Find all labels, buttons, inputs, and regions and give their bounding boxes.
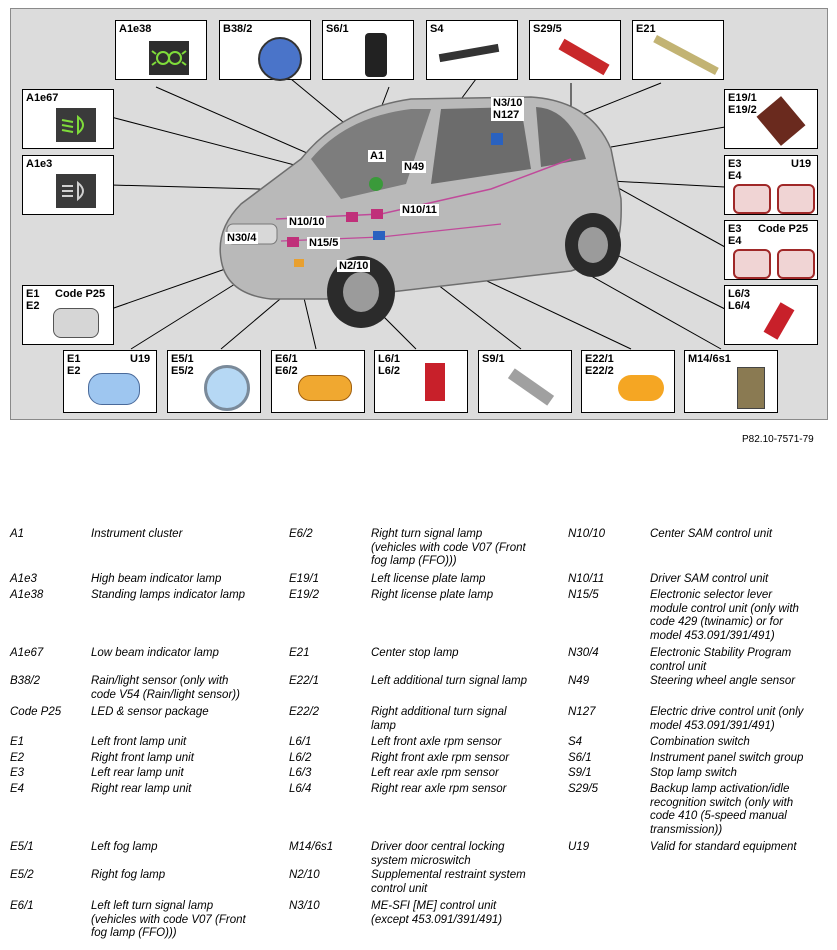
legend-description: Instrument panel switch group (650, 752, 804, 764)
callout-e3-e4-u19 (724, 155, 818, 215)
callout-a1e67 (22, 89, 114, 149)
legend-description: Left rear axle rpm sensor (371, 767, 499, 779)
legend-code: E1 (10, 736, 25, 748)
legend-code: N10/11 (568, 573, 605, 585)
legend-description: Standing lamps indicator lamp (91, 589, 246, 601)
legend-description: Rain/light sensor (only with code V54 (Rain/light sensor)) (91, 675, 240, 701)
legend-code: N49 (568, 675, 590, 687)
label-n2-10: N2/10 (339, 260, 369, 272)
label-e5: E5/1 E5/2 (171, 353, 194, 377)
legend-code: B38/2 (10, 675, 41, 687)
label-n10-10: N10/10 (289, 216, 325, 228)
legend-description: Stop lamp switch (650, 767, 737, 779)
label-a1e3: A1e3 (26, 158, 53, 170)
legend-description: Steering wheel angle sensor (650, 675, 796, 687)
callout-s29-5 (529, 20, 621, 80)
left-rear-lamp-icon (733, 184, 771, 214)
label-code-p25-rear: Code P25 (758, 223, 809, 235)
legend-code: M14/6s1 (289, 841, 334, 853)
legend-code: N30/4 (568, 647, 599, 659)
legend-description: Right rear axle rpm sensor (371, 783, 507, 795)
label-s4: S4 (430, 23, 444, 35)
legend (0, 528, 837, 948)
legend-description: Right license plate lamp (371, 589, 494, 601)
front-rpm-sensor-icon (425, 363, 445, 401)
label-l6-3-l6-4: L6/3 L6/4 (728, 288, 751, 312)
callout-s9-1 (478, 350, 572, 413)
label-n30-4: N30/4 (227, 232, 257, 244)
label-u19-rear: U19 (791, 158, 812, 170)
legend-code: A1e3 (10, 573, 37, 585)
additional-turn-signal-icon (618, 375, 664, 401)
legend-code: E21 (289, 647, 310, 659)
callout-m14-6s1 (684, 350, 778, 413)
legend-description: Right front lamp unit (91, 752, 194, 764)
label-u19-front: U19 (130, 353, 151, 365)
low-beam-icon (56, 108, 96, 142)
legend-code: E19/1 (289, 573, 320, 585)
callout-l6-1-l6-2 (374, 350, 468, 413)
legend-code: E2 (10, 752, 25, 764)
fog-lamp-icon (204, 365, 250, 411)
legend-description: Right additional turn signal lamp (371, 706, 507, 732)
legend-code: L6/1 (289, 736, 312, 748)
center-stop-lamp-icon (653, 35, 719, 75)
label-n3-10-n127: N3/10 N127 (493, 97, 523, 121)
legend-code: E5/2 (10, 869, 34, 881)
callout-e5 (167, 350, 261, 413)
label-a1: A1 (370, 150, 385, 162)
high-beam-icon (56, 174, 96, 208)
label-s6-1: S6/1 (326, 23, 349, 35)
label-a1e38: A1e38 (119, 23, 152, 35)
callout-a1e38 (115, 20, 207, 80)
switch-group-icon (365, 33, 387, 77)
backup-switch-icon (558, 39, 609, 75)
legend-code: Code P25 (10, 706, 62, 718)
legend-code: S29/5 (568, 783, 599, 795)
legend-description: Right fog lamp (91, 869, 166, 881)
rear-rpm-sensor-icon (764, 302, 795, 339)
callout-l6-3-l6-4 (724, 285, 818, 345)
left-rear-led-lamp-icon (733, 249, 771, 279)
label-e3-e4-p25: E3 E4 (728, 223, 742, 247)
label-l6-1-l6-2: L6/1 L6/2 (378, 353, 401, 377)
legend-description: Driver SAM control unit (650, 573, 769, 585)
callout-e22 (581, 350, 675, 413)
front-lamp-unit-icon (88, 373, 140, 405)
legend-code: N2/10 (289, 869, 320, 881)
component-location-diagram (10, 8, 828, 420)
legend-code: E3 (10, 767, 25, 779)
door-lock-microswitch-icon (737, 367, 765, 409)
label-m14-6s1: M14/6s1 (688, 353, 731, 365)
legend-code: E22/2 (289, 706, 320, 718)
legend-code: A1e67 (10, 647, 44, 659)
front-lamp-led-icon (53, 308, 99, 338)
label-e1-e2-p25: E1 E2 (26, 288, 40, 312)
legend-code: E4 (10, 783, 25, 795)
legend-code: A1e38 (10, 589, 44, 601)
legend-code: L6/4 (289, 783, 312, 795)
callout-e1-e2-u19 (63, 350, 157, 413)
legend-description: Left left turn signal lamp (vehicles with code V07 (Front fog lamp (FFO))) (91, 900, 246, 939)
legend-description: Left additional turn signal lamp (371, 675, 527, 687)
legend-description: Low beam indicator lamp (91, 647, 219, 659)
legend-description: Electric drive control unit (only model 453.091/391/491) (650, 706, 804, 732)
legend-description: Driver door central locking system microswitch (371, 841, 505, 867)
stop-lamp-switch-icon (508, 368, 554, 405)
label-e3-e4-u19: E3 E4 (728, 158, 742, 182)
legend-description: Instrument cluster (91, 528, 183, 540)
callout-e6 (271, 350, 365, 413)
callout-e21 (632, 20, 724, 80)
label-e21: E21 (636, 23, 656, 35)
legend-description: LED & sensor package (91, 706, 209, 718)
label-a1e67: A1e67 (26, 92, 59, 104)
legend-code: A1 (10, 528, 25, 540)
legend-code: E22/1 (289, 675, 320, 687)
legend-description: Supplemental restraint system control unit (371, 869, 526, 895)
legend-description: Right turn signal lamp (vehicles with code V07 (Front fog lamp (FFO))) (371, 528, 526, 567)
callout-s4 (426, 20, 518, 80)
combination-switch-icon (439, 44, 499, 62)
legend-code: N15/5 (568, 589, 599, 601)
legend-description: Left license plate lamp (371, 573, 486, 585)
legend-description: Left front axle rpm sensor (371, 736, 502, 748)
legend-code: U19 (568, 841, 590, 853)
legend-code: S9/1 (568, 767, 592, 779)
callout-e19 (724, 89, 818, 149)
legend-description: Backup lamp activation/idle recognition switch (only with code 410 (5-speed manual transmission)) (650, 783, 794, 836)
label-n49: N49 (404, 161, 425, 173)
legend-code: E6/1 (10, 900, 34, 912)
label-b38-2: B38/2 (223, 23, 253, 35)
legend-code: N3/10 (289, 900, 320, 912)
legend-description: Center stop lamp (371, 647, 459, 659)
legend-description: Right rear lamp unit (91, 783, 192, 795)
label-e19: E19/1 E19/2 (728, 92, 757, 116)
label-n10-11: N10/11 (402, 204, 437, 216)
label-e6: E6/1 E6/2 (275, 353, 298, 377)
callout-a1e3 (22, 155, 114, 215)
legend-description: Center SAM control unit (650, 528, 773, 540)
figure-reference: P82.10-7571-79 (742, 434, 814, 445)
legend-code: N10/10 (568, 528, 606, 540)
legend-code: S4 (568, 736, 583, 748)
legend-description: Left front lamp unit (91, 736, 187, 748)
legend-description: Electronic Stability Program control unit (650, 647, 792, 673)
standing-lamp-icon (149, 41, 189, 75)
legend-description: ME-SFI [ME] control unit (except 453.091/391/491) (371, 900, 503, 926)
legend-code: N127 (568, 706, 596, 718)
turn-signal-lamp-icon (298, 375, 352, 401)
label-code-p25-front: Code P25 (55, 288, 106, 300)
label-e1-e2-u19: E1 E2 (67, 353, 81, 377)
label-s29-5: S29/5 (533, 23, 562, 35)
right-rear-lamp-icon (777, 184, 815, 214)
license-plate-lamp-icon (757, 96, 806, 146)
legend-code: E6/2 (289, 528, 313, 540)
legend-description: Right front axle rpm sensor (371, 752, 510, 764)
rain-light-sensor-icon (258, 37, 302, 81)
label-s9-1: S9/1 (482, 353, 505, 365)
legend-description: Left rear lamp unit (91, 767, 184, 779)
legend-code: L6/2 (289, 752, 312, 764)
legend-description: Combination switch (650, 736, 750, 748)
legend-code: E5/1 (10, 841, 34, 853)
legend-description: Electronic selector lever module control unit (only with code 429 (twinamic) or for model 453.091/391/491) (650, 589, 799, 642)
callout-b38-2 (219, 20, 311, 80)
legend-code: L6/3 (289, 767, 312, 779)
label-n15-5: N15/5 (309, 237, 339, 249)
callout-e1-e2-p25 (22, 285, 114, 345)
callout-s6-1 (322, 20, 414, 80)
legend-description: Left fog lamp (91, 841, 158, 853)
label-e22: E22/1 E22/2 (585, 353, 614, 377)
legend-description: High beam indicator lamp (91, 573, 222, 585)
right-rear-led-lamp-icon (777, 249, 815, 279)
legend-description: Valid for standard equipment (650, 841, 797, 853)
legend-code: E19/2 (289, 589, 320, 601)
callout-e3-e4-p25 (724, 220, 818, 280)
legend-code: S6/1 (568, 752, 592, 764)
